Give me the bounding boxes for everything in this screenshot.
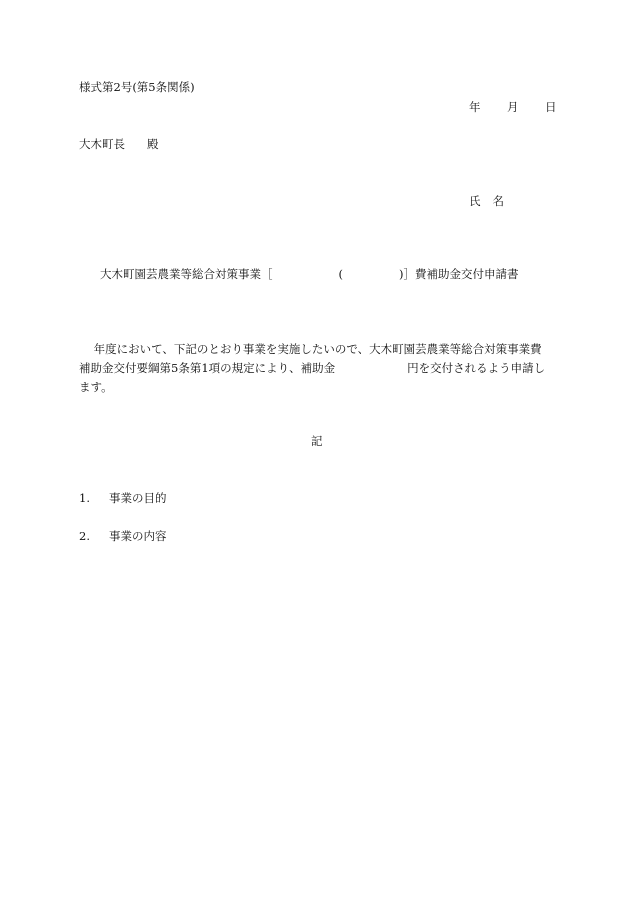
body-line-3	[79, 378, 555, 397]
list-item	[79, 528, 167, 544]
document-title	[100, 266, 519, 282]
list-item	[79, 490, 167, 506]
name-label-part-1: 氏	[469, 194, 481, 208]
date-line	[469, 99, 557, 115]
title-suffix: )］費補助金交付申請書	[399, 267, 519, 281]
title-open-paren: (	[338, 267, 343, 281]
item-number: 2.	[79, 529, 90, 543]
body-line-2	[79, 359, 555, 378]
addressee-name: 大木町長	[79, 137, 125, 151]
section-heading: 記	[311, 434, 323, 448]
applicant-name-label	[469, 193, 504, 209]
body-line-3-text: ます。	[79, 380, 113, 394]
item-number: 1.	[79, 491, 90, 505]
body-line-2-b: 円を交付されるよう申請し	[407, 361, 546, 375]
addressee-honorific: 殿	[147, 137, 159, 151]
addressee	[79, 136, 159, 152]
month-label: 月	[507, 100, 519, 114]
body-line-2-a: 補助金交付要綱第5条第1項の規定により、補助金	[79, 361, 336, 375]
body-text	[79, 340, 555, 397]
title-prefix: 大木町園芸農業等総合対策事業［	[100, 267, 273, 281]
form-number: 様式第2号(第5条関係)	[79, 80, 195, 94]
body-line-1	[79, 340, 555, 359]
item-label: 事業の内容	[109, 529, 167, 543]
year-label: 年	[469, 100, 481, 114]
item-label: 事業の目的	[109, 491, 167, 505]
name-label-part-2: 名	[492, 194, 504, 208]
day-label: 日	[545, 100, 557, 114]
body-line-1-text: 年度において、下記のとおり事業を実施したいので、大木町園芸農業等総合対策事業費	[93, 342, 542, 356]
